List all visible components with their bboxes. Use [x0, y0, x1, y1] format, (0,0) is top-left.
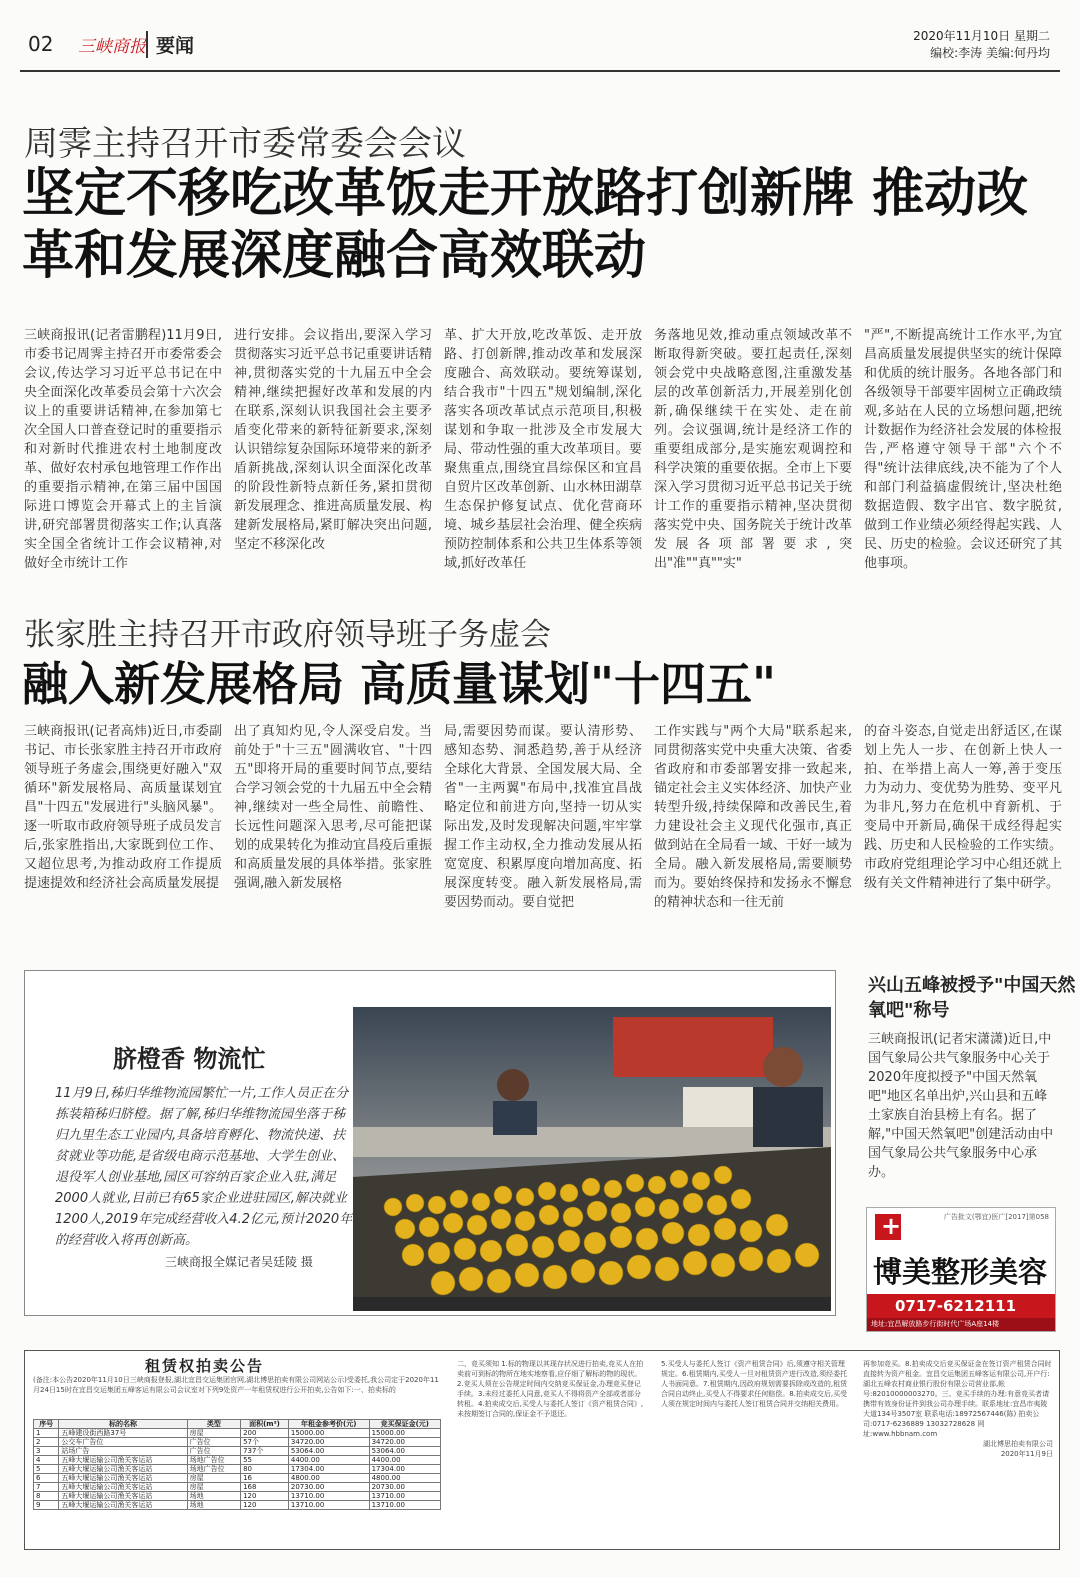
table-header: 面积(m²): [241, 1420, 289, 1429]
table-header: 序号: [34, 1420, 59, 1429]
table-cell: 广告位: [187, 1447, 240, 1456]
table-row: [34, 1474, 441, 1483]
table-cell: 57个: [241, 1438, 289, 1447]
table-cell: 16: [241, 1474, 289, 1483]
issue-date: 2020年11月10日 星期二: [913, 29, 1050, 43]
table-cell: 房屋: [187, 1474, 240, 1483]
red-cross-logo-icon: [875, 1214, 901, 1240]
table-cell: 房屋: [187, 1483, 240, 1492]
table-cell: 80: [241, 1465, 289, 1474]
table-cell: 五峰大堰运输公司渔关客运站: [59, 1456, 187, 1465]
table-cell: 4400.00: [288, 1456, 369, 1465]
article2-column: 工作实践与"两个大局"联系起来,同贯彻落实党中央重大决策、省委省政府和市委部署安排一致起来,锚定社会主义实体经济、加快产业转型升级,持续保障和改善民生,着力建设社会主义现代化强市,真正做到站在全局看一域、干好一域为全局。融入新发展格局,需要顺势而为。要始终保持和发扬永不懈怠的精神状态和一往无前: [654, 724, 852, 910]
table-cell: 53064.00: [288, 1447, 369, 1456]
table-cell: 3: [34, 1447, 59, 1456]
table-cell: 13710.00: [288, 1492, 369, 1501]
table-row: [34, 1429, 441, 1438]
auction-date: 2020年11月9日: [1000, 1450, 1053, 1458]
table-cell: 8: [34, 1492, 59, 1501]
auction-company: 湖北博思拍卖有限公司: [983, 1440, 1053, 1448]
article1-column: 务落地见效,推动重点领域改革不断取得新突破。要扛起责任,深刻领会党中央战略意图,注重激发基层的改革创新活力,开展差别化创新,确保继续干在实处、走在前列。会议强调,统计是经济工作的重要组成部分,是实施宏观调控和科学决策的重要依据。全市上下要深入学习贯彻习近平总书记关于统计工作的重要指示精神,坚决贯彻落实党中央、国务院关于统计改革发展各项部署要求,突出"准""真""实": [654, 328, 852, 571]
table-cell: 五峰大堰运输公司渔关客运站: [59, 1465, 187, 1474]
photo-credit: 三峡商报全媒记者吴廷陵 摄: [165, 1255, 313, 1269]
table-cell: 4: [34, 1456, 59, 1465]
table-row: [34, 1447, 441, 1456]
article1-column: 进行安排。会议指出,要深入学习贯彻落实习近平总书记重要讲话精神,贯彻落实党的十九届五中全会精神,继续把握好改革和发展的内在联系,深刻认识我国社会主要矛盾变化带来的新特征新要求,深刻认识错综复杂国际环境带来的新矛盾新挑战,深刻认识全面深化改革的阶段性新特点新任务,紧扣贯彻新发展理念、推进高质量发展、构建新发展格局,紧盯解决突出问题,坚定不移深化改: [234, 328, 432, 552]
table-cell: 站场广告: [59, 1447, 187, 1456]
table-cell: 6: [34, 1474, 59, 1483]
table-cell: 20730.00: [369, 1483, 440, 1492]
table-cell: 五峰大堰运输公司渔关客运站: [59, 1501, 187, 1510]
table-cell: 200: [241, 1429, 289, 1438]
photo-caption: 11月9日,秭归华维物流园繁忙一片,工作人员正在分拣装箱秭归脐橙。据了解,秭归华维物流园坐落于秭归九里生态工业园内,具备培育孵化、物流快递、扶贫就业等功能,是省级电商示范基地、大学生创业、退役军人创业基地,园区可容纳百家企业入驻,满足2000人就业,目前已有65家企业进驻园区,解决就业1200人,2019年完成经营收入4.2亿元,预计2020年的经营收入将再创新高。: [55, 1086, 353, 1248]
article2-subtitle: 张家胜主持召开市政府领导班子务虚会: [24, 617, 551, 653]
auction-title: 租赁权拍卖公告: [145, 1357, 265, 1375]
table-cell: 场地广告位: [187, 1465, 240, 1474]
table-header: 年租金参考价(元): [288, 1420, 369, 1429]
table-cell: 15000.00: [369, 1429, 440, 1438]
table-cell: 13710.00: [288, 1501, 369, 1510]
article2-column: 出了真知灼见,令人深受启发。当前处于"十三五"圆满收官、"十四五"即将开局的重要时间节点,要结合学习领会党的十九届五中全会精神,继续对一些全局性、前瞻性、长远性问题深入思考,尽可能把谋划的成果转化为推动宜昌疫后重振和高质量发展的具体举措。张家胜强调,融入新发展格: [234, 724, 432, 891]
side-news-title: 兴山五峰被授予"中国天然氧吧"称号: [868, 975, 1076, 1021]
table-cell: 五峰大堰运输公司渔关客运站: [59, 1483, 187, 1492]
table-cell: 120: [241, 1492, 289, 1501]
ad-name: 博美整形美容: [873, 1255, 1048, 1289]
table-header-row: [34, 1420, 441, 1429]
ad-license: 广告批文(鄂宜)医广[2017]第058: [943, 1213, 1049, 1221]
page-number: 02: [28, 32, 54, 56]
table-cell: 5: [34, 1465, 59, 1474]
table-header: 竞买保证金(元): [369, 1420, 440, 1429]
article1-column: 革、扩大开放,吃改革饭、走开放路、打创新牌,推动改革和发展深度融合、高效联动。要统筹谋划,结合我市"十四五"规划编制,深化落实各项改革试点示范项目,积极谋划和争取一批涉及全市发展大局、带动性强的重大改革项目。要聚焦重点,围绕宜昌综保区和宜昌自贸片区改革创新、山水林田湖草生态保护修复试点、优化营商环境、城乡基层社会治理、健全疾病预防控制体系和公共卫生体系等领域,抓好改革任: [444, 328, 642, 571]
table-header: 类型: [187, 1420, 240, 1429]
article1-headline: 坚定不移吃改革饭走开放路打创新牌 推动改革和发展深度融合高效联动: [22, 164, 1029, 286]
page-header: [20, 22, 1060, 72]
masthead-logo: 三峡商报: [78, 37, 146, 57]
side-news-body: 三峡商报讯(记者宋潇潇)近日,中国气象局公共气象服务中心关于2020年度拟授予"中国天然氧吧"地区名单出炉,兴山县和五峰土家族自治县榜上有名。据了解,"中国天然氧吧"创建活动由中国气象局公共气象服务中心承办。: [868, 1032, 1054, 1180]
table-cell: 168: [241, 1483, 289, 1492]
table-cell: 55: [241, 1456, 289, 1465]
table-cell: 17304.00: [369, 1465, 440, 1474]
table-cell: 五峰大堰运输公司渔关客运站: [59, 1474, 187, 1483]
table-cell: 五峰建设街西路37号: [59, 1429, 187, 1438]
table-cell: 53064.00: [369, 1447, 440, 1456]
ad-address: 地址:宜昌解放路步行街时代广场A座14楼: [867, 1318, 1055, 1331]
section-title: 要闻: [146, 31, 194, 58]
table-cell: 737个: [241, 1447, 289, 1456]
table-row: [34, 1483, 441, 1492]
article2-body: [24, 722, 1062, 914]
table-cell: 34720.00: [369, 1438, 440, 1447]
orange-sorting-photo: [353, 1007, 831, 1311]
table-cell: 13710.00: [369, 1492, 440, 1501]
table-row: [34, 1465, 441, 1474]
auction-contact: 再参加竞买。8.拍卖成交后竞买保证金在签订资产租赁合同时直接转为资产租金。宜昌交运集团五峰客运有限公司,开户行:湖北五峰农村商业银行股份有限公司营业部,帐号:82010000003270。三、竞买手续的办理:有意竞买者请携带有效身份证件到我公司办理手续。联系地址:宜昌市夷陵大道134号3507室 联系电话:18972567446(陈) 拍卖公司:0717-6236889 13032728628 网址:www.hbbnam.com: [863, 1360, 1052, 1438]
issue-info: [913, 28, 1050, 62]
article2-column: 局,需要因势而谋。要认清形势、感知态势、洞悉趋势,善于从经济全球化大背景、全国发展大局、全省"一主两翼"布局中,找准宜昌战略定位和前进方向,坚持一切从实际出发,及时发现解决问题,牢牢掌握工作主动权,全力推动发展从拓宽宽度、积累厚度向增加高度、拓展深度转变。融入新发展格局,需要因势而动。要自觉把: [444, 724, 642, 910]
table-cell: 2: [34, 1438, 59, 1447]
photo-illustration: [353, 1007, 831, 1311]
table-row: [34, 1438, 441, 1447]
article2-headline: 融入新发展格局 高质量谋划"十四五": [22, 657, 776, 711]
table-cell: 场地广告位: [187, 1456, 240, 1465]
table-cell: 4400.00: [369, 1456, 440, 1465]
article1-subtitle: 周霁主持召开市委常委会会议: [24, 124, 466, 164]
auction-terms-1: 二、竞买须知 1.标的物现以其现存状况进行拍卖,竞买人在拍卖前可到标的物所在地实地察看,应仔细了解标的物的现状。2.竞买人须在公告规定时间内交纳竞买保证金,办理竞买登记手续。3.未经过委托人同意,竞买人不得将资产全部或者部分转租。4.拍卖成交后,买受人与委托人签订《资产租赁合同》,未按期签订合同的,保证金不予退还。: [457, 1360, 644, 1418]
photo-title: 脐橙香 物流忙: [113, 1045, 266, 1073]
table-cell: 20730.00: [288, 1483, 369, 1492]
article2-column: 三峡商报讯(记者高炜)近日,市委副书记、市长张家胜主持召开市政府领导班子务虚会,围绕更好融入"双循环"新发展格局、高质量谋划宜昌"十四五"发展进行"头脑风暴"。逐一听取市政府领导班子成员发言后,张家胜指出,大家既到位工作、又超位思考,为推动政府工作提质提速提效和经济社会高质量发展提: [24, 724, 222, 891]
article1-column: "严",不断提高统计工作水平,为宜昌高质量发展提供坚实的统计保障和优质的统计服务。各地各部门和各级领导干部要牢固树立正确政绩观,多站在人民的立场想问题,把统计数据作为经济社会发展的体检报告,严格遵守领导干部"六个不得"统计法律底线,决不能为了个人和部门利益搞虚假统计,坚决杜绝数据造假、数字出官、数字脱贫,做到工作业绩必须经得起实践、人民、历史的检验。会议还研究了其他事项。: [864, 328, 1062, 571]
table-cell: 34720.00: [288, 1438, 369, 1447]
table-row: [34, 1492, 441, 1501]
auction-terms-2: 5.买受人与委托人签订《资产租赁合同》后,须遵守相关管理规定。6.租赁期内,买受人一旦对租赁资产进行改造,须经委托人书面同意。7.租赁期内,因政府规划需要拆除或改造的,租赁合同自动终止,买受人不得要求任何赔偿。8.拍卖成交后,买受人须在规定时间内与委托人签订租赁合同并交纳相关费用。: [661, 1360, 848, 1408]
table-cell: 15000.00: [288, 1429, 369, 1438]
table-row: [34, 1501, 441, 1510]
table-cell: 4800.00: [288, 1474, 369, 1483]
article1-body: [24, 326, 1062, 576]
table-cell: 五峰大堰运输公司渔关客运站: [59, 1492, 187, 1501]
table-cell: 7: [34, 1483, 59, 1492]
table-header: 标的名称: [59, 1420, 187, 1429]
table-cell: 公交车广告位: [59, 1438, 187, 1447]
table-cell: 场地: [187, 1492, 240, 1501]
table-cell: 广告位: [187, 1438, 240, 1447]
auction-note: (备注:本公告2020年11月10日三峡商报登报,湖北宜昌交运集团官网,湖北博思拍卖有限公司网站公示)受委托,我公司定于2020年11月24日15时在宜昌交运集团五峰客运有限公司会议室对下列9处资产一年租赁权进行公开拍卖,公告如下:一、拍卖标的: [33, 1376, 439, 1394]
auction-notice: [24, 1350, 1060, 1550]
table-cell: 场地: [187, 1501, 240, 1510]
article2-column: 的奋斗姿态,自觉走出舒适区,在谋划上先人一步、在创新上快人一拍、在举措上高人一筹,善于变压力为动力、变优势为胜势、变平凡为非凡,努力在危机中育新机、于变局中开新局,确保干成经得起实践、历史和人民检验的工作实绩。市政府党组理论学习中心组还就上级有关文件精神进行了集中研学。: [864, 724, 1062, 891]
table-cell: 120: [241, 1501, 289, 1510]
table-cell: 17304.00: [288, 1465, 369, 1474]
photo-feature: [24, 970, 836, 1316]
auction-terms-3: [863, 1359, 1053, 1459]
table-cell: 9: [34, 1501, 59, 1510]
editors: 编校:李涛 美编:何丹均: [930, 46, 1050, 60]
table-cell: 13710.00: [369, 1501, 440, 1510]
ad-phone: 0717-6212111: [867, 1294, 1055, 1318]
auction-table: [33, 1419, 441, 1510]
clinic-advert: [866, 1207, 1056, 1332]
table-cell: 房屋: [187, 1429, 240, 1438]
table-cell: 4800.00: [369, 1474, 440, 1483]
table-cell: 1: [34, 1429, 59, 1438]
article1-column: 三峡商报讯(记者雷鹏程)11月9日,市委书记周霁主持召开市委常委会会议,传达学习习近平总书记在中央全面深化改革委员会第十六次会议上的重要讲话精神,在参加第七次全国人口普查登记时的重要指示和对新时代推进农村土地制度改革、做好农村承包地管理工作作出的重要指示精神,在第三届中国国际进口博览会开幕式上的主旨演讲,研究部署贯彻落实工作;认真落实全国全省统计工作会议精神,对做好全市统计工作: [24, 328, 222, 571]
table-row: [34, 1456, 441, 1465]
